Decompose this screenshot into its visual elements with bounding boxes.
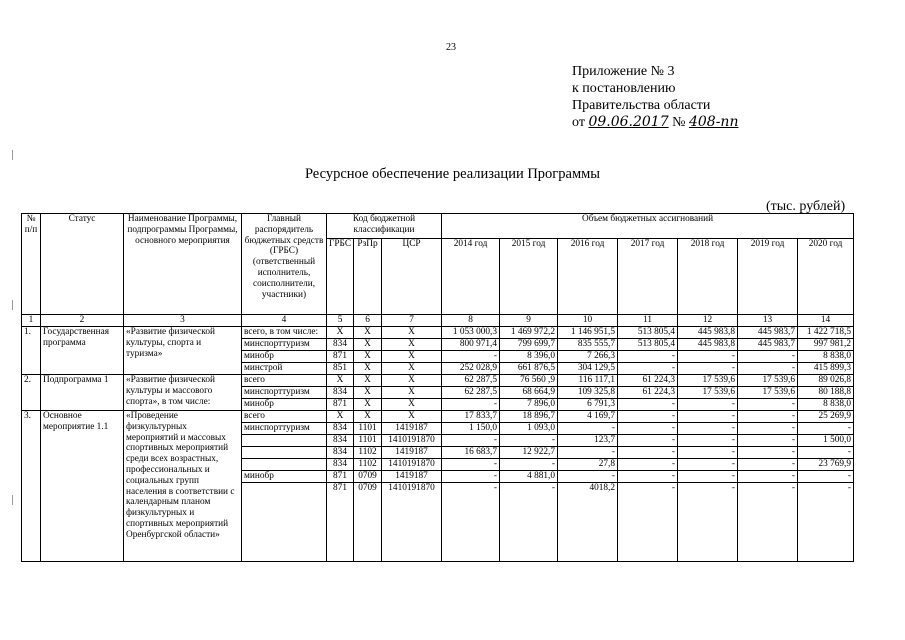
row-csr: Х: [382, 387, 442, 399]
row-grbs: Х: [327, 327, 354, 339]
header-num: № п/п: [22, 214, 41, 315]
row-grbs-main: [242, 483, 327, 562]
row-rzpr: 1102: [354, 459, 382, 471]
row-rzpr: 0709: [354, 471, 382, 483]
row-value: -: [618, 471, 678, 483]
row-value: -: [442, 351, 500, 363]
row-value: 8 838,0: [798, 399, 854, 411]
row-value: -: [738, 423, 798, 435]
header-year: 2017 год: [618, 239, 678, 315]
row-grbs-main: минобр: [242, 399, 327, 411]
row-csr: 1410191870: [382, 435, 442, 447]
row-value: -: [618, 447, 678, 459]
col-number: 2: [41, 315, 124, 327]
row-value: -: [678, 435, 738, 447]
resource-table: [21, 213, 854, 562]
row-csr: Х: [382, 375, 442, 387]
margin-mark: [12, 495, 13, 505]
row-value: -: [738, 363, 798, 375]
header-grbs-main: Главный распорядитель бюджетных средств (ГРБС) (ответственный исполнитель, соисполнители, участники): [242, 214, 327, 315]
row-grbs-main: минспорттуризм: [242, 387, 327, 399]
col-number: 7: [382, 315, 442, 327]
header-year: 2018 год: [678, 239, 738, 315]
row-csr: 1410191870: [382, 483, 442, 562]
row-grbs-main: всего: [242, 375, 327, 387]
row-value: 7 266,3: [558, 351, 618, 363]
header-status: Статус: [41, 214, 124, 315]
header-grbs: ГРБС: [327, 239, 354, 315]
row-value: -: [678, 351, 738, 363]
row-grbs: 834: [327, 339, 354, 351]
table-row: [22, 375, 854, 387]
appendix-line: к постановлению: [572, 81, 676, 96]
row-value: -: [678, 483, 738, 562]
units-label: (тыс. рублей): [766, 199, 846, 214]
row-value: -: [678, 423, 738, 435]
row-value: 304 129,5: [558, 363, 618, 375]
row-value: 4018,2: [558, 483, 618, 562]
row-value: 445 983,7: [738, 327, 798, 339]
row-grbs: 851: [327, 363, 354, 375]
row-number: 1.: [22, 327, 41, 375]
col-number: 8: [442, 315, 500, 327]
row-status: Государственная программа: [41, 327, 124, 375]
row-value: -: [618, 363, 678, 375]
row-value: -: [678, 459, 738, 471]
document-title: Ресурсное обеспечение реализации Программы: [304, 166, 601, 182]
row-status: Подпрограмма 1: [41, 375, 124, 411]
row-value: -: [500, 435, 558, 447]
row-value: 17 833,7: [442, 411, 500, 423]
row-value: -: [618, 459, 678, 471]
col-number: 1: [22, 315, 41, 327]
row-value: 1 469 972,2: [500, 327, 558, 339]
row-value: -: [618, 411, 678, 423]
row-value: 68 664,9: [500, 387, 558, 399]
col-number: 13: [738, 315, 798, 327]
appendix-line: Приложение № 3: [572, 64, 675, 79]
margin-mark: [12, 300, 13, 310]
row-value: -: [618, 483, 678, 562]
row-value: 62 287,5: [442, 387, 500, 399]
row-grbs-main: [242, 459, 327, 471]
header-year: 2014 год: [442, 239, 500, 315]
col-number: 5: [327, 315, 354, 327]
row-value: -: [442, 399, 500, 411]
row-status: Основное мероприятие 1.1: [41, 411, 124, 562]
row-csr: Х: [382, 399, 442, 411]
row-value: 17 539,6: [738, 387, 798, 399]
row-value: 1 150,0: [442, 423, 500, 435]
row-value: 123,7: [558, 435, 618, 447]
row-value: 661 876,5: [500, 363, 558, 375]
row-number: 2.: [22, 375, 41, 411]
row-value: -: [798, 447, 854, 459]
row-value: 8 396,0: [500, 351, 558, 363]
row-value: 1 500,0: [798, 435, 854, 447]
row-value: -: [738, 399, 798, 411]
row-grbs: 834: [327, 459, 354, 471]
row-value: -: [738, 471, 798, 483]
row-value: -: [678, 447, 738, 459]
row-grbs: 834: [327, 447, 354, 459]
row-value: 80 188,8: [798, 387, 854, 399]
row-value: 61 224,3: [618, 387, 678, 399]
row-grbs-main: всего, в том числе:: [242, 327, 327, 339]
row-value: 109 325,8: [558, 387, 618, 399]
row-grbs: 834: [327, 387, 354, 399]
col-number: 11: [618, 315, 678, 327]
row-rzpr: 0709: [354, 483, 382, 562]
row-value: 4 881,0: [500, 471, 558, 483]
row-value: -: [738, 435, 798, 447]
row-rzpr: Х: [354, 399, 382, 411]
row-value: -: [798, 423, 854, 435]
row-value: 997 981,2: [798, 339, 854, 351]
row-value: 799 699,7: [500, 339, 558, 351]
row-rzpr: 1101: [354, 435, 382, 447]
number-prefix: №: [672, 115, 686, 130]
row-value: 17 539,6: [678, 387, 738, 399]
row-grbs: 871: [327, 471, 354, 483]
row-number: 3.: [22, 411, 41, 562]
row-grbs-main: [242, 447, 327, 459]
row-value: -: [738, 411, 798, 423]
col-number: 4: [242, 315, 327, 327]
row-csr: Х: [382, 339, 442, 351]
row-rzpr: Х: [354, 327, 382, 339]
header-name: Наименование Программы, подпрограммы Программы, основного мероприятия: [124, 214, 242, 315]
row-value: 1 053 000,3: [442, 327, 500, 339]
row-value: 415 899,3: [798, 363, 854, 375]
row-value: 76 560 ,9: [500, 375, 558, 387]
row-name: «Развитие физической культуры, спорта и туризма»: [124, 327, 242, 375]
header-volume: Объем бюджетных ассигнований: [442, 214, 854, 239]
row-rzpr: Х: [354, 363, 382, 375]
col-number: 6: [354, 315, 382, 327]
row-grbs: 871: [327, 351, 354, 363]
row-value: 18 896,7: [500, 411, 558, 423]
col-number: 3: [124, 315, 242, 327]
row-value: -: [738, 483, 798, 562]
row-rzpr: 1102: [354, 447, 382, 459]
row-value: 27,8: [558, 459, 618, 471]
row-grbs: Х: [327, 411, 354, 423]
row-value: 62 287,5: [442, 375, 500, 387]
row-grbs: 834: [327, 435, 354, 447]
row-rzpr: Х: [354, 411, 382, 423]
header-csr: ЦСР: [382, 239, 442, 315]
row-rzpr: Х: [354, 351, 382, 363]
row-value: 252 028,9: [442, 363, 500, 375]
row-grbs-main: минспорттуризм: [242, 423, 327, 435]
row-value: -: [442, 471, 500, 483]
row-value: 23 769,9: [798, 459, 854, 471]
row-rzpr: Х: [354, 375, 382, 387]
row-name: «Проведение физкультурных мероприятий и массовых спортивных мероприятий среди всех возрастных, профессиональных и социальных групп населения в соответствии с календарным планом физкультурных и спортивных мероприятий Оренбургской области»: [124, 411, 242, 562]
row-value: 4 169,7: [558, 411, 618, 423]
row-value: -: [738, 351, 798, 363]
row-value: 17 539,6: [738, 375, 798, 387]
row-value: -: [442, 459, 500, 471]
header-year: 2019 год: [738, 239, 798, 315]
row-value: -: [558, 423, 618, 435]
row-grbs-main: всего: [242, 411, 327, 423]
row-value: 16 683,7: [442, 447, 500, 459]
row-value: 17 539,6: [678, 375, 738, 387]
row-value: -: [678, 363, 738, 375]
decree-number: 408-пп: [688, 114, 739, 130]
appendix-line: Правительства области: [572, 98, 711, 113]
row-value: -: [738, 459, 798, 471]
row-value: -: [678, 399, 738, 411]
row-value: -: [500, 483, 558, 562]
row-value: 513 805,4: [618, 327, 678, 339]
row-csr: 1419187: [382, 471, 442, 483]
row-value: -: [798, 483, 854, 562]
row-value: 12 922,7: [500, 447, 558, 459]
col-number: 12: [678, 315, 738, 327]
row-value: -: [738, 447, 798, 459]
row-grbs-main: минспорттуризм: [242, 339, 327, 351]
row-grbs: 834: [327, 423, 354, 435]
row-value: -: [618, 351, 678, 363]
row-value: 800 971,4: [442, 339, 500, 351]
margin-mark: [12, 150, 13, 160]
row-value: 445 983,8: [678, 327, 738, 339]
row-value: -: [558, 447, 618, 459]
row-value: 6 791,3: [558, 399, 618, 411]
row-rzpr: 1101: [354, 423, 382, 435]
header-rzpr: РзПр: [354, 239, 382, 315]
row-value: -: [678, 471, 738, 483]
row-value: 61 224,3: [618, 375, 678, 387]
row-value: 513 805,4: [618, 339, 678, 351]
row-value: 445 983,8: [678, 339, 738, 351]
row-csr: Х: [382, 363, 442, 375]
date-prefix: от: [572, 115, 585, 130]
row-grbs: 871: [327, 483, 354, 562]
appendix-date-line: [572, 114, 738, 131]
row-value: 8 838,0: [798, 351, 854, 363]
row-value: 445 983,7: [738, 339, 798, 351]
col-number: 14: [798, 315, 854, 327]
row-value: 7 896,0: [500, 399, 558, 411]
row-csr: Х: [382, 351, 442, 363]
row-csr: 1419187: [382, 423, 442, 435]
row-csr: Х: [382, 411, 442, 423]
header-year: 2016 год: [558, 239, 618, 315]
row-name: «Развитие физической культуры и массового спорта», в том числе:: [124, 375, 242, 411]
page-number: 23: [446, 42, 456, 53]
table-row: [22, 327, 854, 339]
row-grbs-main: минобр: [242, 471, 327, 483]
row-grbs-main: минстрой: [242, 363, 327, 375]
row-value: 1 146 951,5: [558, 327, 618, 339]
appendix-header: [572, 63, 738, 131]
row-grbs: 871: [327, 399, 354, 411]
row-value: -: [442, 435, 500, 447]
row-csr: Х: [382, 327, 442, 339]
col-number: 9: [500, 315, 558, 327]
row-value: 1 422 718,5: [798, 327, 854, 339]
col-number: 10: [558, 315, 618, 327]
row-value: 835 555,7: [558, 339, 618, 351]
row-csr: 1410191870: [382, 459, 442, 471]
row-value: -: [798, 471, 854, 483]
row-grbs-main: минобр: [242, 351, 327, 363]
table-row: [22, 411, 854, 423]
row-grbs: Х: [327, 375, 354, 387]
header-year: 2015 год: [500, 239, 558, 315]
row-value: 1 093,0: [500, 423, 558, 435]
row-value: -: [558, 471, 618, 483]
row-rzpr: Х: [354, 339, 382, 351]
row-value: 89 026,8: [798, 375, 854, 387]
row-grbs-main: [242, 435, 327, 447]
row-value: -: [618, 423, 678, 435]
row-rzpr: Х: [354, 387, 382, 399]
row-value: 116 117,1: [558, 375, 618, 387]
header-year: 2020 год: [798, 239, 854, 315]
row-value: -: [442, 483, 500, 562]
row-csr: 1419187: [382, 447, 442, 459]
row-value: -: [618, 399, 678, 411]
row-value: 25 269,9: [798, 411, 854, 423]
decree-date: 09.06.2017: [588, 114, 669, 130]
row-value: -: [618, 435, 678, 447]
row-value: -: [500, 459, 558, 471]
row-value: -: [678, 411, 738, 423]
header-budget-code: Код бюджетной классификации: [327, 214, 442, 239]
